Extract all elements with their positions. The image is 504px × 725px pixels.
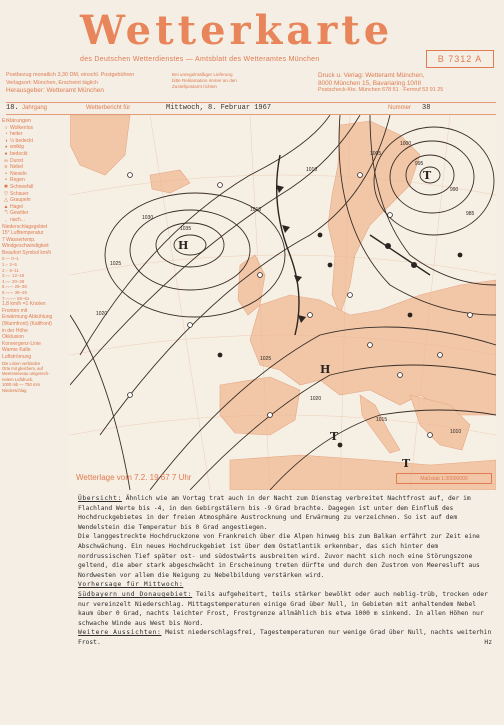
wind-table-row: 7 ⌐⌐⌐⌐ 50–61 bbox=[2, 295, 30, 301]
low-pressure-label: T bbox=[402, 457, 411, 470]
legend-label: Schneefall bbox=[10, 183, 34, 190]
author-initials: Hz bbox=[484, 638, 492, 646]
legend-label: Dunst bbox=[10, 157, 24, 164]
wind-table-row: 5 ⌐⌐⌐ 29–38 bbox=[2, 284, 27, 290]
station-circle-filled bbox=[318, 233, 323, 238]
legend-symbol-row bbox=[2, 177, 68, 184]
legend-label: ½ bedeckt bbox=[10, 137, 34, 144]
issue-code-box: B 7312 A bbox=[426, 50, 494, 68]
legend-front-line: Erwärmung Abkühlung bbox=[2, 314, 53, 321]
weather-symbol-icon: ◑ bbox=[4, 137, 8, 144]
weather-symbol-icon: ◔ bbox=[4, 131, 8, 138]
station-circle-filled bbox=[328, 263, 333, 268]
legend-label: nach... bbox=[10, 216, 26, 223]
wind-table-row: 2 ⌐ 6–11 bbox=[2, 267, 19, 273]
subscription-info bbox=[6, 72, 156, 95]
station-circle bbox=[428, 433, 433, 438]
weather-symbol-icon: ◕ bbox=[4, 144, 8, 151]
station-circle bbox=[218, 183, 223, 188]
wind-table-row: 1 ⌐ 2–5 bbox=[2, 262, 17, 268]
wind-speed-table bbox=[2, 256, 68, 301]
isobar-value: 1015 bbox=[250, 207, 262, 213]
station-circle bbox=[348, 293, 353, 298]
legend-label: Wolkenlos bbox=[10, 124, 33, 131]
legend-symbol-row bbox=[2, 151, 68, 158]
legend-symbol-row bbox=[2, 125, 68, 132]
legend-symbol-list bbox=[2, 125, 68, 224]
weather-map bbox=[70, 115, 496, 490]
legend-note-line: Niederschlag bbox=[2, 387, 27, 393]
isobar-value: 1030 bbox=[142, 215, 154, 221]
isobar-value: 1015 bbox=[376, 417, 388, 423]
high-pressure-label: H bbox=[178, 239, 189, 252]
low-pressure-label: T bbox=[423, 169, 432, 182]
wind-table-row: 6 ⌐⌐⌐ 39–49 bbox=[2, 290, 27, 296]
cold-front-tooth bbox=[282, 225, 290, 233]
isobar-value: 985 bbox=[466, 211, 475, 217]
iceland-land bbox=[150, 170, 190, 193]
isobar-value: 1035 bbox=[180, 226, 192, 232]
weather-symbol-icon: ✱ bbox=[3, 183, 9, 190]
legend-front-line: Fronten mit bbox=[2, 307, 28, 314]
station-circle-filled bbox=[408, 313, 413, 318]
legend-symbol-row bbox=[2, 184, 68, 191]
forecast-heading-paragraph bbox=[78, 580, 492, 590]
publisher-line: Herausgeber: Wetteramt München bbox=[6, 87, 104, 95]
legend-symbol-row bbox=[2, 217, 68, 224]
contact-line: Postscheck-Kto. München 678 51 · Fernruf 53 91 25 bbox=[318, 87, 444, 94]
legend-note-line: Die Linien verbinden bbox=[2, 360, 41, 366]
legend-note-line: netem Luftdruck. bbox=[2, 376, 34, 382]
delivery-note-line: Bei unregelmäßiger Lieferung bbox=[172, 72, 233, 77]
station-circle bbox=[398, 373, 403, 378]
cold-front-tooth bbox=[294, 275, 302, 283]
report-label: Wetterbericht für bbox=[86, 105, 131, 111]
legend-symbol-row bbox=[2, 171, 68, 178]
legend-label: Nieseln bbox=[10, 170, 27, 177]
legend-label: Graupeln bbox=[10, 197, 31, 204]
legend-note-line: Meeresniveau umgerech- bbox=[2, 371, 50, 377]
situation-paragraph: Die langgestreckte Hochdruckzone von Frankreich über die Alpen hinweg bis zum Balkan erfährt zur Zeit eine Abschwächung. Ein neues Hochdruckgebiet ist über dem Ostatlantik erkennbar, das sich hinter dem nordrussischen Tief später ost- und südostwärts ausbreiten wird. Zuvor macht sich noch eine Störungszone geltend, die aber stark abgeschwächt in Erscheinung treten dürfte und durch den Zustrom von Meeresluft aus Nordwesten vor allem die Neigung zu Nebelbildung verstärken wird. bbox=[78, 533, 480, 579]
map-scale: Maßstab 1:30000000 bbox=[396, 473, 492, 484]
legend-note-line: 1000 mb — 750 mm bbox=[2, 382, 40, 388]
isobar-value: 990 bbox=[450, 187, 459, 193]
italy-land bbox=[360, 395, 400, 453]
high-pressure-label: H bbox=[320, 363, 331, 376]
weather-symbol-icon: ℸ bbox=[4, 210, 8, 217]
outlook-body: Meist niederschlagsfrei, Tagestemperaturen nur wenige Grad über Null, nachts weiterhin Frost. bbox=[78, 629, 492, 646]
isobar-value: 1025 bbox=[110, 261, 122, 267]
legend-front-line: Konvergenz-Linie bbox=[2, 340, 41, 347]
legend-symbol-row bbox=[2, 158, 68, 165]
report-date: Mittwoch, 8. Februar 1967 bbox=[166, 104, 272, 112]
low-pressure-label: T bbox=[330, 430, 339, 443]
masthead-subtitle: des Deutschen Wetterdienstes — Amtsblatt des Wetteramtes München bbox=[80, 56, 320, 63]
printer-line: Druck u. Verlag: Wetteramt München, bbox=[318, 72, 425, 79]
legend-label: Regen bbox=[10, 177, 25, 184]
wind-table-row: 3 ⌐⌐ 12–19 bbox=[2, 273, 25, 279]
legend-front-line: Okklusion bbox=[2, 334, 24, 341]
isobar-value: 1025 bbox=[260, 356, 272, 362]
legend-label: Hagel bbox=[10, 203, 24, 210]
regional-heading: Südbayern und Donaugebiet: bbox=[78, 590, 193, 598]
legend-extra-line: Niederschlagsgebiet bbox=[2, 223, 48, 230]
legend-label: Nebel bbox=[10, 164, 24, 171]
station-circle bbox=[268, 413, 273, 418]
outlook-heading: Weitere Aussichten: bbox=[78, 629, 162, 637]
station-circle bbox=[438, 353, 443, 358]
legend-label: Schauer bbox=[10, 190, 29, 197]
station-circle bbox=[468, 313, 473, 318]
legend-note-line: Orte mit gleichem, auf bbox=[2, 365, 43, 371]
station-circle bbox=[128, 393, 133, 398]
legend-front-line: 1,8 km/h =1 Knoten bbox=[2, 301, 46, 308]
isobar-value: 1010 bbox=[450, 429, 462, 435]
weather-symbol-icon: ○ bbox=[4, 124, 8, 131]
legend-extra-line: Windgeschwindigkeit bbox=[2, 243, 49, 250]
dateline-bar bbox=[6, 102, 496, 115]
volume-label: Jahrgang bbox=[22, 105, 48, 111]
weather-symbol-icon: △ bbox=[4, 197, 8, 204]
legend-symbol-row bbox=[2, 210, 68, 217]
isobar-value: 1020 bbox=[96, 311, 108, 317]
isobar-line bbox=[70, 315, 130, 490]
weather-symbol-icon: , bbox=[5, 216, 7, 223]
legend-extra-line: 7 Wassertemp. bbox=[2, 236, 36, 243]
weather-map-drawing bbox=[70, 115, 496, 490]
address-line: 8000 München 15, Bavariaring 10/III bbox=[318, 79, 422, 87]
wind-table-row: 4 ⌐⌐ 20–28 bbox=[2, 278, 25, 284]
legend-symbol-row bbox=[2, 204, 68, 211]
legend-title: Erklärungen bbox=[2, 118, 32, 124]
weather-symbol-icon: ▽ bbox=[4, 190, 8, 197]
legend-fronts-list bbox=[2, 301, 68, 360]
legend-extra-line: Beaufort Symbol km/h bbox=[2, 249, 52, 256]
legend-extra-line: 15° Lufttemperatur bbox=[2, 230, 44, 237]
map-legend bbox=[2, 118, 68, 490]
weather-symbol-icon: ▲ bbox=[3, 203, 9, 210]
isobar-value: 1010 bbox=[306, 167, 318, 173]
station-circle bbox=[258, 273, 263, 278]
number-label: Nummer bbox=[388, 105, 412, 111]
isobar-value: 1005 bbox=[370, 151, 382, 157]
outlook-paragraph bbox=[78, 628, 492, 647]
station-circle bbox=[128, 173, 133, 178]
station-circle bbox=[188, 323, 193, 328]
legend-symbol-row bbox=[2, 164, 68, 171]
forecast-heading: Vorhersage für Mittwoch: bbox=[78, 581, 184, 589]
station-circle bbox=[308, 313, 313, 318]
legend-label: wolkig bbox=[10, 144, 24, 151]
weather-symbol-icon: • bbox=[5, 170, 7, 177]
legend-symbol-row bbox=[2, 138, 68, 145]
iberia-land bbox=[220, 377, 300, 435]
warm-front-bump bbox=[411, 262, 417, 268]
printer-info bbox=[318, 72, 494, 95]
map-caption: Wetterlage vom 7.2. 19 67 7 Uhr bbox=[76, 473, 192, 482]
isobar-value: 1020 bbox=[310, 396, 322, 402]
station-circle bbox=[358, 173, 363, 178]
legend-front-line: Luftströmung bbox=[2, 353, 32, 360]
legend-label: Gewitter bbox=[10, 210, 29, 217]
station-circle-filled bbox=[458, 253, 463, 258]
legend-front-line: (Warmfront) (Kaltfront) bbox=[2, 321, 52, 327]
subscription-line: Postbezug monatlich 3,30 DM, einschl. Postgebühren bbox=[6, 72, 135, 78]
issue-number: 38 bbox=[422, 104, 431, 112]
station-circle bbox=[388, 213, 393, 218]
isobar-value: 995 bbox=[415, 161, 424, 167]
weather-symbol-icon: • bbox=[5, 177, 7, 184]
volume-number: 18. bbox=[6, 104, 19, 112]
overview-heading: Übersicht: bbox=[78, 495, 122, 502]
legend-symbol-row bbox=[2, 197, 68, 204]
delivery-note-line: bitte Reklamation immer an den bbox=[172, 78, 237, 84]
station-circle-filled bbox=[218, 353, 223, 358]
legend-extra-list bbox=[2, 224, 68, 257]
forecast-text bbox=[78, 494, 492, 648]
weather-symbol-icon: ∞ bbox=[4, 157, 8, 164]
masthead-title: Wetterkarte bbox=[80, 7, 394, 54]
legend-front-line: in der Höhe bbox=[2, 327, 28, 334]
legend-symbol-row bbox=[2, 131, 68, 138]
weather-symbol-icon: ≡ bbox=[4, 164, 8, 171]
legend-note bbox=[2, 361, 68, 393]
delivery-note-line: Zustellpostamt richten bbox=[172, 84, 217, 90]
overview-body: Ähnlich wie am Vortag trat auch in der Nacht zum Dienstag verbreitet Nachtfrost auf, der im Flachland Werte bis -4, in den Gebirgstälern bis -9 Grad brachte. Dagegen ist unter dem Einfluß des Hochdruckgebietes in der freien Atmosphäre Austrocknung und Erwärmung zu verzeichnen. So ist auf dem Wendelstein die Temperatur bis 0 Grad angestiegen. bbox=[78, 495, 471, 531]
overview-paragraph bbox=[78, 494, 492, 532]
legend-symbol-row bbox=[2, 191, 68, 198]
wind-table-row: 0 — 0–1 bbox=[2, 256, 19, 262]
legend-label: heiter bbox=[10, 131, 23, 138]
isobar-value: 1000 bbox=[400, 141, 412, 147]
legend-symbol-row bbox=[2, 144, 68, 151]
parallel-line bbox=[70, 175, 496, 195]
regional-body: Teils aufgeheitert, teils stärker bewölkt oder auch neblig-trüb, trocken oder nur vereinzelt Niederschlag. Mittagstemperaturen einige Grad über Null, in Gebieten mit anhaltendem Nebel kaum über 0 Grad, nachts leichter Frost, Frostgrenze allmählich bis etwa 1000 m sinkend. In allen Höhen nur schwache Winde aus West bis Nord. bbox=[78, 590, 488, 627]
isobar-line bbox=[130, 210, 250, 290]
legend-front-line: Warme Kalte bbox=[2, 347, 31, 354]
publication-place-line: Verlagsort: München, Erscheint täglich bbox=[6, 79, 98, 86]
station-circle-filled bbox=[338, 443, 343, 448]
legend-label: bedeckt bbox=[10, 150, 28, 157]
weather-symbol-icon: ● bbox=[4, 150, 8, 157]
delivery-note bbox=[172, 72, 290, 91]
regional-paragraph bbox=[78, 590, 492, 628]
station-circle bbox=[368, 343, 373, 348]
warm-front-bump bbox=[385, 243, 391, 249]
greenland-land bbox=[70, 115, 130, 175]
